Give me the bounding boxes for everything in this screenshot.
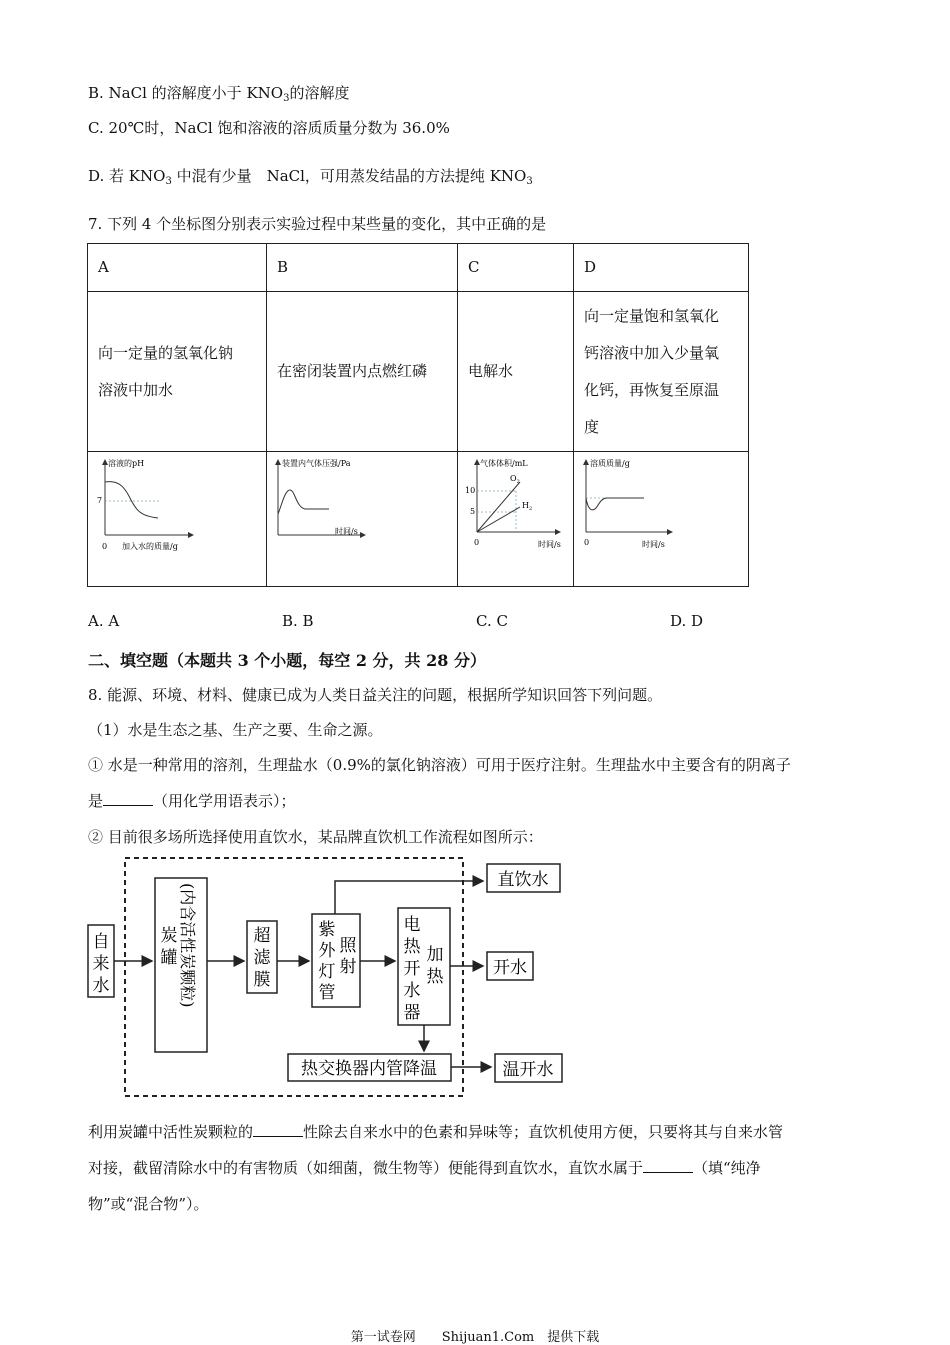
q8-p3-line1: 利用炭罐中活性炭颗粒的 性除去自来水中的色素和异味等；直饮机使用方便，只要将其与自来水管 [88,1123,784,1141]
svg-text:膜: 膜 [253,970,271,990]
q8-p3-line3: 物”或“混合物”）。 [88,1195,209,1213]
q7-graph-b [267,452,458,587]
svg-text:直饮水: 直饮水 [497,870,549,890]
q7-desc-b: 在密闭装置内点燃红磷 [267,292,458,452]
q8-p1-blank-line: 是 （用化学用语表示）； [88,792,296,810]
footer: 第一试卷网 Shijuan1.Com 提供下载 [350,1330,600,1345]
graph-c-xlabel: 时间/s [538,540,561,549]
graph-a-ylabel: 溶液的pH [108,459,145,468]
svg-text:器: 器 [403,1003,421,1023]
svg-text:开水: 开水 [493,958,527,978]
svg-text:10: 10 [465,486,476,495]
svg-text:自: 自 [92,932,110,952]
q7-graph-d [574,452,749,587]
svg-text:热: 热 [403,937,421,957]
svg-text:灯: 灯 [318,962,336,982]
q7-header-c: C [458,244,574,292]
svg-text:炭: 炭 [160,926,178,946]
graph-a-tick: 7 [97,496,103,505]
svg-text:来: 来 [92,954,110,974]
q8-p3-line2: 对接，截留清除水中的有害物质（如细菌，微生物等）便能得到直饮水，直饮水属于 （填“纯净 [88,1159,761,1177]
q8-stem: 8. 能源、环境、材料、健康已成为人类日益关注的问题，根据所学知识回答下列问题。 [88,686,663,704]
q7-header-d: D [574,244,749,292]
graph-d-ylabel: 溶质质量/g [590,459,630,468]
svg-text:温开水: 温开水 [502,1060,554,1080]
q7-desc-c: 电解水 [458,292,574,452]
q7-desc-d: 向一定量饱和氢氧化 钙溶液中加入少量氧 化钙，再恢复至原温 度 [574,292,749,452]
q7-graph-c [458,452,574,587]
svg-text:0: 0 [102,542,108,551]
graph-a-xlabel: 加入水的质量/g [122,542,178,551]
graph-d-xlabel: 时间/s [642,540,665,549]
q7-header-a: A [88,244,267,292]
q8-p1: ① 水是一种常用的溶剂，生理盐水（0.9%的氯化钠溶液）可用于医疗注射。生理盐水中主要含有的阴离子 [88,756,791,774]
graph-b-ylabel: 装置内气体压强/Pa [282,459,351,468]
svg-text:外: 外 [318,941,336,961]
svg-text:管: 管 [318,983,336,1003]
q8-sub1: （1）水是生态之基、生产之要、生命之源。 [88,721,383,739]
svg-text:加: 加 [426,945,444,965]
svg-text:开: 开 [403,959,421,979]
graph-c-h2-label: $H_2$ [522,501,533,512]
graph-b-xlabel: 时间/s [335,527,358,536]
q6-option-d: D. 若 $KNO_3$ 中混有少量 NaCl，可用蒸发结晶的方法提纯 $KNO_3$ [88,167,533,187]
q7-desc-a: 向一定量的氢氧化钠 溶液中加水 [88,292,267,452]
q7-table [87,243,749,587]
q7-graph-a [88,452,267,587]
q7-answer-a: A. A [88,612,120,630]
svg-text:水: 水 [92,976,110,996]
svg-text:超: 超 [253,926,271,946]
svg-text:5: 5 [470,507,476,516]
q8-p2: ② 目前很多场所选择使用直饮水，某品牌直饮机工作流程如图所示： [88,828,543,846]
svg-text:照: 照 [339,936,357,956]
graph-c-ylabel: 气体体积/mL [480,459,528,468]
svg-text:罐: 罐 [160,948,178,968]
water-flow-diagram [85,855,575,1100]
answer-blank-1[interactable] [103,791,153,806]
q6-option-b: B. NaCl 的溶解度小于 $KNO_3$的溶解度 [88,84,350,104]
svg-text:热: 热 [426,967,444,987]
q7-header-b: B [267,244,458,292]
answer-blank-3[interactable] [643,1158,693,1173]
svg-text:0: 0 [474,538,480,547]
svg-text:水: 水 [403,981,421,1001]
q6-option-c: C. 20℃时，NaCl 饱和溶液的溶质质量分数为 36.0% [88,119,450,137]
q7-answer-c: C. C [476,612,508,630]
q7-stem: 7. 下列 4 个坐标图分别表示实验过程中某些量的变化，其中正确的是 [88,215,547,233]
answer-blank-2[interactable] [253,1122,303,1137]
tank-paren: (内含活性炭颗粒) [178,883,197,1008]
svg-text:射: 射 [339,957,357,977]
svg-text:0: 0 [584,538,590,547]
svg-text:滤: 滤 [253,948,271,968]
q7-answer-b: B. B [282,612,314,630]
q7-answer-d: D. D [670,612,704,630]
svg-text:电: 电 [403,915,421,935]
graph-c-o2-label: $O_2$ [510,474,520,485]
svg-text:热交换器内管降温: 热交换器内管降温 [301,1059,437,1079]
svg-text:紫: 紫 [318,920,336,940]
section-heading: 二、填空题（本题共 3 个小题，每空 2 分，共 28 分） [88,651,486,670]
